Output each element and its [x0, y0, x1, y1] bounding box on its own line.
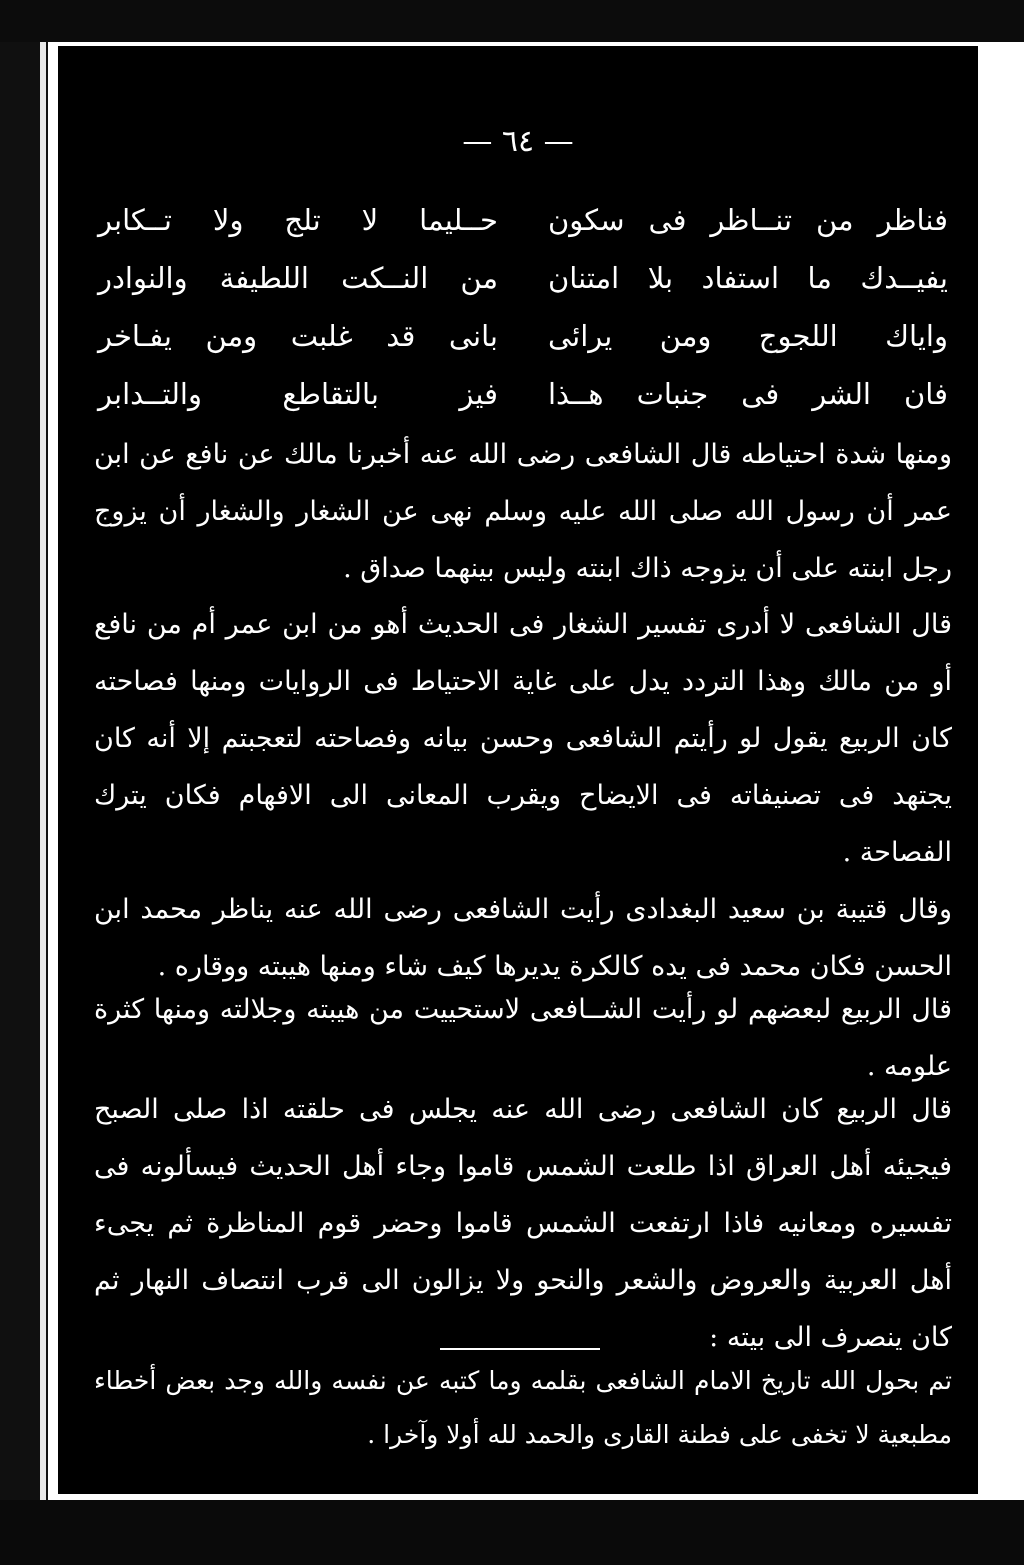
scan-top-border [0, 0, 1024, 42]
verse-second-hemistich: فيز بالتقاطع والتــدابر [98, 377, 498, 411]
paragraph-text: قال الشافعى لا أدرى تفسير الشغار فى الحديث أهو من ابن عمر أم من نافع أو من مالك وهذا التردد يدل على غاية الاحتياط فى الروايات ومنها فصاحته كان الربيع يقول لو رأيتم الشافعى وحسن بيانه وفصاحته لتعجبتم إلا أنه كان يجتهد فى تصنيفاته فى الايضاح ويقرب المعانى الى الافهام فكان يترك الفصاحة . [94, 609, 952, 868]
verse-first-hemistich: فان الشر فى جنبات هــذا [548, 377, 948, 411]
verse-first-hemistich: يفيــدك ما استفاد بلا امتنان [548, 261, 948, 295]
paragraph-knowledge [94, 1081, 952, 1366]
book-page [58, 46, 978, 1494]
verse-first-hemistich: واياك اللجوج ومن يرائى [548, 319, 948, 353]
poem-verse [98, 307, 948, 365]
paragraph-debate [94, 881, 952, 995]
paragraph-precaution [94, 426, 952, 597]
paragraph-text: قال الربيع لبعضهم لو رأيت الشــافعى لاستحييت من هيبته وجلالته ومنها كثرة علومه . [94, 994, 952, 1082]
scan-bottom-border [0, 1500, 1024, 1565]
paragraph-dignity [94, 981, 952, 1095]
paragraph-text: ومنها شدة احتياطه قال الشافعى رضى الله عنه أخبرنا مالك عن نافع عن ابن عمر أن رسول الله صلى الله عليه وسلم نهى عن الشغار والشغار أن يزوج رجل ابنته على أن يزوجه ذاك ابنته وليس بينهما صداق . [94, 439, 952, 584]
poem-verse [98, 249, 948, 307]
verse-first-hemistich: فناظر من تنــاظر فى سكون [548, 203, 948, 237]
poem-verse [98, 191, 948, 249]
footnote-divider [440, 1348, 600, 1350]
paragraph-eloquence [94, 596, 952, 881]
closing-footnote: تم بحول الله تاريخ الامام الشافعى بقلمه وما كتبه عن نفسه والله وجد بعض أخطاء مطبعية لا تخفى على فطنة القارى والحمد لله أولا وآخرا . [94, 1366, 952, 1449]
poem-verse [98, 365, 948, 423]
page-number: — ٦٤ — [462, 124, 574, 159]
book-binding-edge [0, 0, 48, 1565]
poem-block [98, 191, 948, 423]
paragraph-text: وقال قتيبة بن سعيد البغدادى رأيت الشافعى رضى الله عنه يناظر محمد ابن الحسن فكان محمد فى يده كالكرة يديرها كيف شاء ومنها هيبته ووقاره . [94, 894, 952, 982]
verse-second-hemistich: حــليما لا تلج ولا تــكابر [98, 203, 498, 237]
verse-second-hemistich: بانى قد غلبت ومن يفـاخر [98, 319, 498, 353]
paragraph-text: قال الربيع كان الشافعى رضى الله عنه يجلس فى حلقته اذا صلى الصبح فيجيئه أهل العراق اذا طلعت الشمس قاموا وجاء أهل الحديث فيسألونه فى تفسيره ومعانيه فاذا ارتفعت الشمس قاموا وحضر قوم المناظرة ثم يجىء أهل العربية والعروض والشعر والنحو ولا يزالون الى قرب انتصاف النهار ثم كان ينصرف الى بيته : [94, 1094, 952, 1353]
verse-second-hemistich: من النــكت اللطيفة والنوادر [98, 261, 498, 295]
